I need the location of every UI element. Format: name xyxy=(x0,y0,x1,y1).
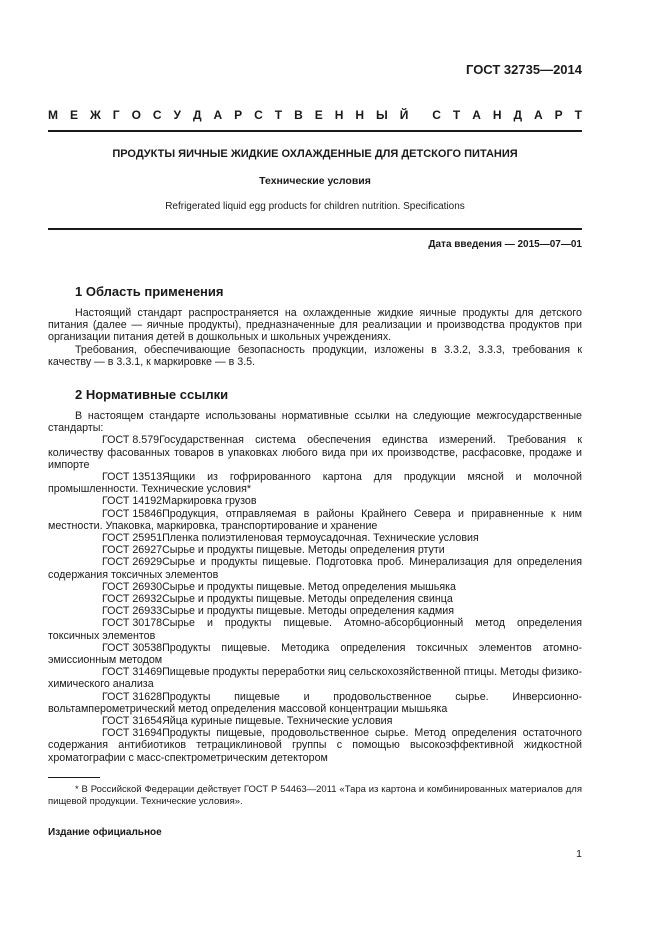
reference-title: Сырье и продукты пищевые. Подготовка проб. Минерализация для определения содержания токсичных элементов xyxy=(48,556,582,581)
reference-code: ГОСТ 8.579 xyxy=(102,434,160,447)
reference-code: ГОСТ 25951 xyxy=(102,532,163,545)
reference-item xyxy=(48,508,582,532)
document-title: ПРОДУКТЫ ЯИЧНЫЕ ЖИДКИЕ ОХЛАЖДЕННЫЕ ДЛЯ ДЕТСКОГО ПИТАНИЯ xyxy=(112,148,518,160)
title-bottom-rule xyxy=(48,228,582,230)
reference-item xyxy=(48,544,582,556)
banner-letter: О xyxy=(131,108,141,122)
top-rule xyxy=(48,130,582,132)
official-edition-label: Издание официальное xyxy=(48,827,162,838)
normative-references-list xyxy=(48,434,582,763)
reference-title: Яйца куриные пищевые. Технические условия xyxy=(162,715,393,728)
reference-code: ГОСТ 30178 xyxy=(102,617,163,630)
reference-title: Продукты пищевые, продовольственное сырье. Метод определения остаточного содержания антибиотиков тетрациклиновой группы с помощью высокоэффективной жидкостной хроматографии с масс-спектрометрическим детектором xyxy=(48,727,582,764)
banner-letter: А xyxy=(472,108,481,122)
reference-item xyxy=(48,434,582,471)
reference-code: ГОСТ 31469 xyxy=(102,666,163,679)
reference-item xyxy=(48,495,582,507)
banner-letter: С xyxy=(254,108,263,122)
reference-item xyxy=(48,556,582,580)
reference-item xyxy=(48,581,582,593)
introduction-date: Дата введения — 2015—07—01 xyxy=(428,239,582,250)
banner-letter: Й xyxy=(399,108,409,122)
reference-code: ГОСТ 15846 xyxy=(102,507,163,520)
reference-item xyxy=(48,617,582,641)
section-2-heading: 2 Нормативные ссылки xyxy=(75,387,229,402)
banner-letter: Ы xyxy=(375,108,388,122)
reference-title: Сырье и продукты пищевые. Методы определения свинца xyxy=(162,593,453,606)
banner-letter: М xyxy=(48,108,58,122)
reference-code: ГОСТ 30538 xyxy=(102,641,163,654)
paragraph: Требования, обеспечивающие безопасность продукции, изложены в 3.3.2, 3.3.3, требования к качеству — в 3.3.1, к маркировке — в 3.5. xyxy=(48,343,582,368)
banner-letter: Г xyxy=(112,108,120,122)
reference-title: Пленка полиэтиленовая термоусадочная. Технические условия xyxy=(162,532,479,545)
reference-title: Пищевые продукты переработки яиц сельскохозяйственной птицы. Методы физико-химического анализа xyxy=(48,666,582,691)
section-1-heading: 1 Область применения xyxy=(75,284,224,299)
reference-code: ГОСТ 26927 xyxy=(102,544,163,557)
reference-item xyxy=(48,691,582,715)
reference-title: Продукты пищевые. Методика определения токсичных элементов атомно-эмиссионным методом xyxy=(48,641,582,667)
reference-title: Продукты пищевые и продовольственное сырье. Инверсионно-вольтамперометрический метод определения массовой концентрации мышьяка xyxy=(48,690,582,715)
reference-item xyxy=(48,593,582,605)
reference-title: Государственная система обеспечения единства измерений. Требования к количеству фасованных товаров в упаковках любого вида при их производстве, расфасовке, продаже и импорте xyxy=(48,434,582,471)
banner-letter: Р xyxy=(554,108,563,122)
banner-letter: Н xyxy=(334,108,344,122)
banner-letter: Ж xyxy=(89,108,101,122)
banner-letter: С xyxy=(432,108,441,122)
reference-item xyxy=(48,666,582,690)
gost-number: ГОСТ 32735—2014 xyxy=(466,62,582,77)
interstate-standard-banner xyxy=(48,108,582,122)
reference-title: Сырье и продукты пищевые. Атомно-абсорбционный метод определения токсичных элементов xyxy=(48,617,582,642)
banner-letter: Р xyxy=(234,108,243,122)
reference-code: ГОСТ 13513 xyxy=(102,471,163,484)
reference-code: ГОСТ 14192 xyxy=(102,495,163,508)
reference-title: Ящики из гофрированного картона для продукции мясной и молочной промышленности. Технические условия* xyxy=(48,471,582,496)
reference-item xyxy=(48,532,582,544)
paragraph: В настоящем стандарте использованы нормативные ссылки на следующие межгосударственные стандарты: xyxy=(48,410,582,435)
reference-title: Продукция, отправляемая в районы Крайнего Севера и приравненные к ним местности. Упаковка, маркировка, транспортирование и хранение xyxy=(48,507,582,532)
document-subtitle: Технические условия xyxy=(259,175,371,187)
banner-letter: Е xyxy=(69,108,78,122)
banner-letter: Н xyxy=(355,108,364,122)
reference-title: Сырье и продукты пищевые. Методы определения кадмия xyxy=(162,605,455,618)
footnote: * В Российской Федерации действует ГОСТ Р 54463—2011 «Тара из картона и комбинированных материалов для пищевой продукции. Технические условия». xyxy=(48,784,582,807)
reference-code: ГОСТ 26930 xyxy=(102,580,163,593)
banner-letter: Н xyxy=(492,108,502,122)
reference-code: ГОСТ 26932 xyxy=(102,593,163,606)
reference-title: Сырье и продукты пищевые. Методы определения ртути xyxy=(162,544,445,557)
banner-letter: А xyxy=(213,108,223,122)
paragraph: Настоящий стандарт распространяется на охлажденные жидкие яичные продукты для детского питания (далее — яичные продукты), предназначенные для реализации и производства продуктов при организации питания детей в дошкольных и школьных учреждениях. xyxy=(48,307,582,344)
banner-letter: Т xyxy=(452,108,461,122)
banner-letter: Т xyxy=(574,108,582,122)
banner-letter: В xyxy=(294,108,303,122)
reference-code: ГОСТ 26929 xyxy=(102,556,163,569)
reference-code: ГОСТ 26933 xyxy=(102,605,163,618)
reference-item xyxy=(48,727,582,764)
banner-letter: У xyxy=(173,108,181,122)
section-1-body xyxy=(48,307,582,368)
banner-letter: А xyxy=(534,108,543,122)
reference-title: Сырье и продукты пищевые. Метод определения мышьяка xyxy=(162,580,456,593)
banner-letter: Д xyxy=(192,108,202,122)
section-2-body xyxy=(48,410,582,764)
reference-item xyxy=(48,471,582,495)
english-title: Refrigerated liquid egg products for children nutrition. Specifications xyxy=(165,201,465,212)
reference-item xyxy=(48,605,582,617)
reference-title: Маркировка грузов xyxy=(162,495,257,508)
banner-letter: Т xyxy=(274,108,283,122)
footnote-rule xyxy=(48,777,100,778)
reference-item xyxy=(48,715,582,727)
reference-code: ГОСТ 31654 xyxy=(102,715,163,728)
reference-item xyxy=(48,642,582,666)
banner-letter: Е xyxy=(314,108,323,122)
page-number: 1 xyxy=(576,848,582,860)
banner-letter: С xyxy=(152,108,162,122)
banner-letter: Д xyxy=(513,108,523,122)
reference-code: ГОСТ 31694 xyxy=(102,727,163,740)
reference-code: ГОСТ 31628 xyxy=(102,690,163,703)
